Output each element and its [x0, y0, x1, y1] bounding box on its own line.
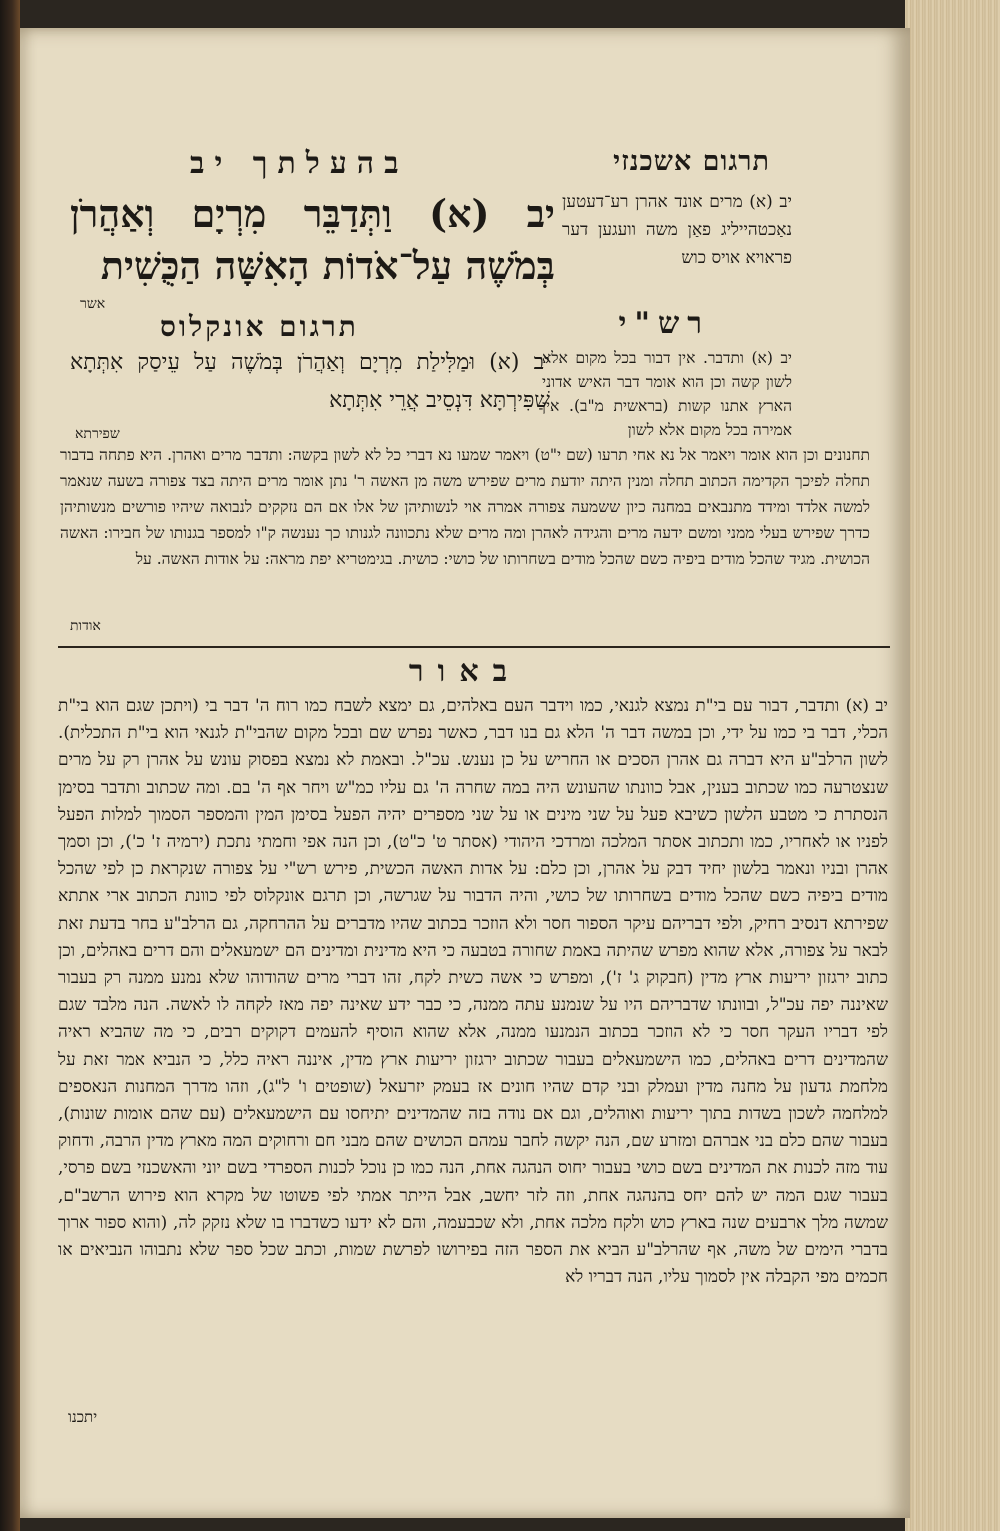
- page-stack-edge: [905, 0, 1000, 1531]
- rashi-column-text: יב (א) ותדבר. אין דבור בכל מקום אלא לשון קשה וכן הוא אומר דבר האיש אדוני הארץ אתנו קשות (בראשית מ"ב). אין אמירה בכל מקום אלא לשון: [542, 349, 792, 439]
- header-parsha-chapter: בהעלתך יב: [190, 146, 409, 181]
- onkelos-title: תרגום אונקלוס: [160, 310, 359, 343]
- section-divider: [58, 646, 890, 648]
- book-cover-edge: [0, 0, 20, 1531]
- rashi-title: רש"י: [618, 306, 710, 341]
- biur-text: יב (א) ותדבר, דבור עם בי"ת נמצא לגנאי, כמו וידבר העם באלהים, גם ימצא לשבח כמו רוח ה' דבר בי (ויתכן שגם הוא בי"ת הכלי, דבר בי כמו על ידי, וכן במשה דבר ה' הלא גם בנו דבר, כאשר נפרש שם ובכל מקום שהבי"ת לגנאי הוא בי"ת התכלית). לשון הרלב"ע היא דברה גם אהרן הסכים או החריש על כן נענש. עכ"ל. ובאמת לא נמצא בפסוק עונש על אהרן רק על מרים שנצטרעה כמו שכתוב בענין, אבל כוונתו שהעונש היה במה שחרה ה' גם עליו כמ"ש ויחר אף ה' בם. ומה שכתוב ותדבר בסימן הנסתרת כי מטבע הלשון כשיבא פעל על שני מינים או על שני מספרים יהיה הפעל בסימן המין והמספר הסמוך למלות הפעל לפניו או לאחריו, כמו ותכתוב אסתר המלכה ומרדכי היהודי (אסתר ט' כ"ט), וכן הנה אפי וחמתי נתכת (ירמיה ז' כ'), וכן וסמך אהרן ובניו ונאמר בלשון יחיד דבק על אהרן, וכן כלם: על אדות האשה הכשית, פירש רש"י על צפורה שנקראת כן לפי שהכל מודים ביפיה כשם שהכל מודים בשחרותו של כושי, והיה הדבור על שגרשה, וכן תרגם אונקלוס לפי כוונת הכתוב ארי אתתא שפירתא דנסיב רחיק, ולפי דבריהם עיקר הספור חסר ולא הוזכר בכתוב שהיו מדברים על ההרחקה, גם הרלב"ע בחר בדעת זאת לבאר על צפורה, אלא שהוא מפרש שהיתה באמת שחורה בטבעה כי היא מדינית ומדינים הם ישמעאלים והם דרים באהלים, וכן כתוב ירגזון יריעות ארץ מדין (חבקוק ג' ז'), ומפרש כי אשה כשית לקח, זהו דברי מרים שהודוהו שלא נמנע ממנה רק בעבור שאיננה יפה עכ"ל, ובוונתו שדבריהם היו על שנמנע עתה ממנה, כי כבר ידע שאינה יפה מאז לקחה לו לאשה. הנה מלבד שגם לפי דבריו העקר חסר כי לא הוזכר בכתוב הנמנעו ממנה, אלא שהוא הוסיף להעמים דקוקים רבים, כי מה שהביא ראיה שהמדינים דרים באהלים, כמו הישמעאלים בעבור שכתוב ירגזון יריעות ארץ מדין, איננה ראיה כלל, כי הנביא אמר זאת על מלחמת גדעון על מחנה מדין ועמלק ובני קדם שהיו חונים אז בעמק יזרעאל (שופטים ו' ל"ג), וזהו מדרך המחנות הנאספים למלחמה לשכון בשדות בתוך יריעות ואוהלים, וגם אם נודה בזה שהמדינים יתיחסו עם הישמעאלים (עם שהם אומות שונות), בעבור שהם כלם בני אברהם ומזרע שם, הנה יקשה לחבר עמהם הכושים שהם מבני חם ורחוקים המה מארץ מדין הרבה, ודחוק עוד מזה לכנות את המדינים בשם כושי בעבור יחוס הנהגה אחת, הנה כמו כן נוכל לכנות הספרדי בשם יוני והאשכנזי בשם פרסי, בעבור שגם המה יש להם יחס בהנהגה אחת, וזה לזר יחשב, אבל הייתר אמתי לפי פשוטו של מקרא הוא פירוש הרשב"ם, שמשה מלך ארבעים שנה בארץ כוש ולקח מלכה אחת, ולא שכבעמה, והם לא ידעו כשדברו בו שלא נזקק לה, (והוא ספור ארוך בדברי הימים של משה, אף שהרלב"ע הביא את הספר הזה בפירושו לפרשת שמות, וכתב שכל ספר שלא נתבוהו הנביאים או חכמים מפי הקבלה אין לסמוך עליו, הנה דבריו לא: [58, 696, 888, 1288]
- torah-verse: יב (א) וַתְּדַבֵּר מִרְיָם וְאַהֲרֹן בְּמֹשֶׁה עַל־אֹדוֹת הָאִשָּׁה הַכֻּשִׁית: [70, 191, 555, 288]
- biur-catchword: יתכנו: [68, 1408, 98, 1426]
- rashi-full-text: תחנונים וכן הוא אומר ויאמר אל נא אחי תרעו (שם י"ט) ויאמר שמעו נא דברי כל לא לשון בקשה: ותדבר מרים ואהרן. היא פתחה בדבור תחלה לפיכך הקדימה הכתוב תחלה ומנין היתה יודעת מרים שפירש משה מן האשה ר' נתן אומר מרים היתה בצד צפורה בשעה שנאמר למשה אלדד ומידד מתנבאים במחנה כיון ששמעה צפורה אמרה אוי לנשותיהן של אלו אם הם נזקקים לנבואה שיהיו פורשים מנשותיהן כדרך שפירש בעלי ממני ומשם ידעה מרים והגידה לאהרן ומה מרים שלא נתכוונה לגנותו כך נענשה ק"ו למספר בגנותו של חבירו: האשה הכושית. מגיד שהכל מודים ביפיה כשם שהכל מודים בשחרותו של כושי: כושית. בגימטריא יפת מראה: על אודות האשה. על: [60, 446, 870, 568]
- biur-title: באור: [408, 654, 522, 689]
- book-page: [20, 28, 910, 1518]
- verse-catchword: אשר: [80, 296, 106, 312]
- rashi-catchword: אודות: [70, 618, 101, 634]
- ashkenazi-translation: יב (א) מרים אונד אהרן רע־דעטען נאַכטהייליג פאַן משה וועגען דער פראויא אויס כוש: [562, 192, 792, 268]
- onkelos-text: יב (א) וּמַלִּילַת מִרְיָם וְאַהֲרֹן בְּמֹשֶׁה עַל עֵיסַק אִתְּתָא שַׁפִּירְתָּא דִּנְסֵיב אֲרֵי אִתְּתָא: [70, 350, 550, 413]
- header-targum-ashkenazi: תרגום אשכנזי: [613, 146, 770, 177]
- onkelos-catchword: שפירתא: [75, 426, 120, 442]
